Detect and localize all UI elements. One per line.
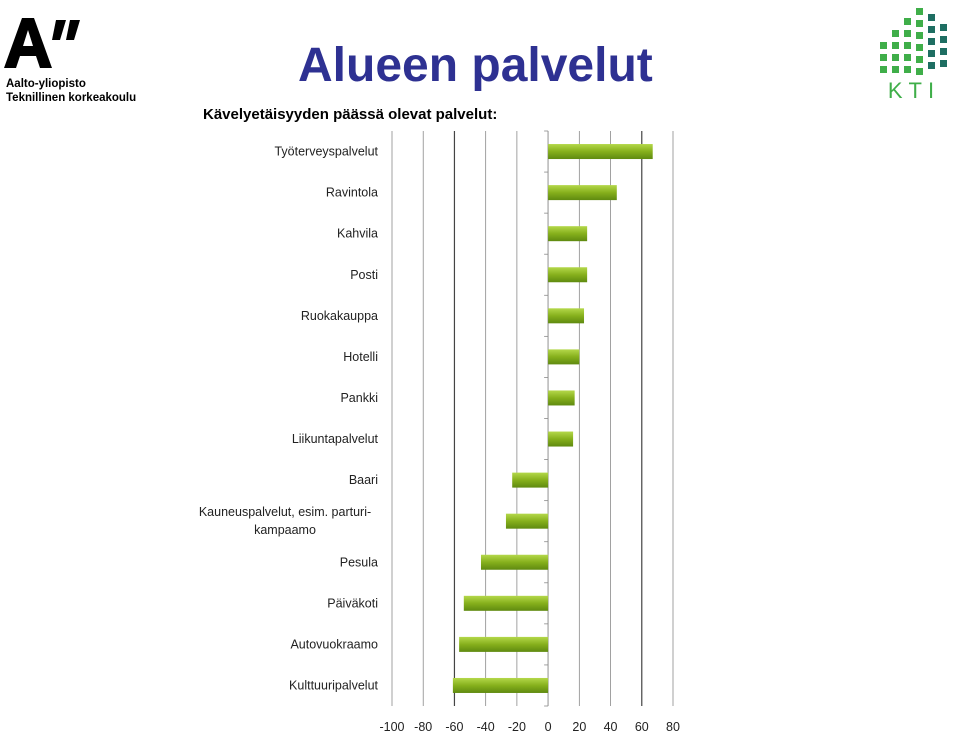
x-tick-label: 80 [666, 720, 680, 732]
bar [548, 144, 653, 159]
category-labels [199, 145, 379, 693]
category-label: Hotelli [343, 349, 378, 364]
category-label: Ravintola [325, 185, 378, 200]
category-label: Työterveyspalvelut [274, 144, 378, 159]
x-axis-tick-labels [379, 720, 680, 732]
slide-title: Alueen palvelut [298, 39, 653, 92]
school-name: Teknillinen korkeakoulu [6, 92, 137, 104]
category-label: Posti [350, 267, 378, 282]
category-label: Pesula [339, 555, 378, 570]
bar [453, 678, 548, 693]
category-label: Liikuntapalvelut [291, 432, 378, 447]
bar [548, 349, 579, 364]
x-tick-label: 60 [634, 720, 649, 732]
x-tick-label: 40 [603, 720, 618, 732]
bar [481, 555, 548, 570]
bar [548, 308, 584, 323]
x-tick-label: -100 [379, 720, 405, 732]
chart-title: Kävelyetäisyyden päässä olevat palvelut: [203, 106, 498, 123]
bar [459, 637, 548, 652]
bar [512, 473, 548, 488]
category-label: Kauneuspalvelut, esim. parturi-kampaamo [198, 505, 372, 538]
x-tick-label: 0 [544, 720, 552, 732]
bar [548, 267, 587, 282]
bar [464, 596, 548, 611]
bar [548, 432, 573, 447]
kti-logo-text: KTI [887, 78, 941, 102]
x-tick-label: -40 [476, 720, 495, 732]
x-tick-label: 20 [572, 720, 587, 732]
category-label: Kahvila [337, 226, 378, 241]
bar [548, 226, 587, 241]
category-label: Autovuokraamo [290, 637, 378, 652]
x-tick-label: -80 [414, 720, 433, 732]
bar [548, 185, 617, 200]
bars [453, 144, 653, 693]
category-label: Baari [348, 473, 378, 488]
category-label: Päiväkoti [327, 596, 378, 611]
x-tick-label: -60 [445, 720, 464, 732]
bar [548, 390, 575, 405]
university-name: Aalto-yliopisto [6, 78, 86, 90]
gridlines [392, 131, 673, 706]
category-label: Ruokakauppa [300, 308, 378, 323]
bar [506, 514, 548, 529]
x-tick-label: -20 [507, 720, 526, 732]
category-label: Kulttuuripalvelut [289, 678, 378, 693]
category-label: Pankki [340, 390, 378, 405]
